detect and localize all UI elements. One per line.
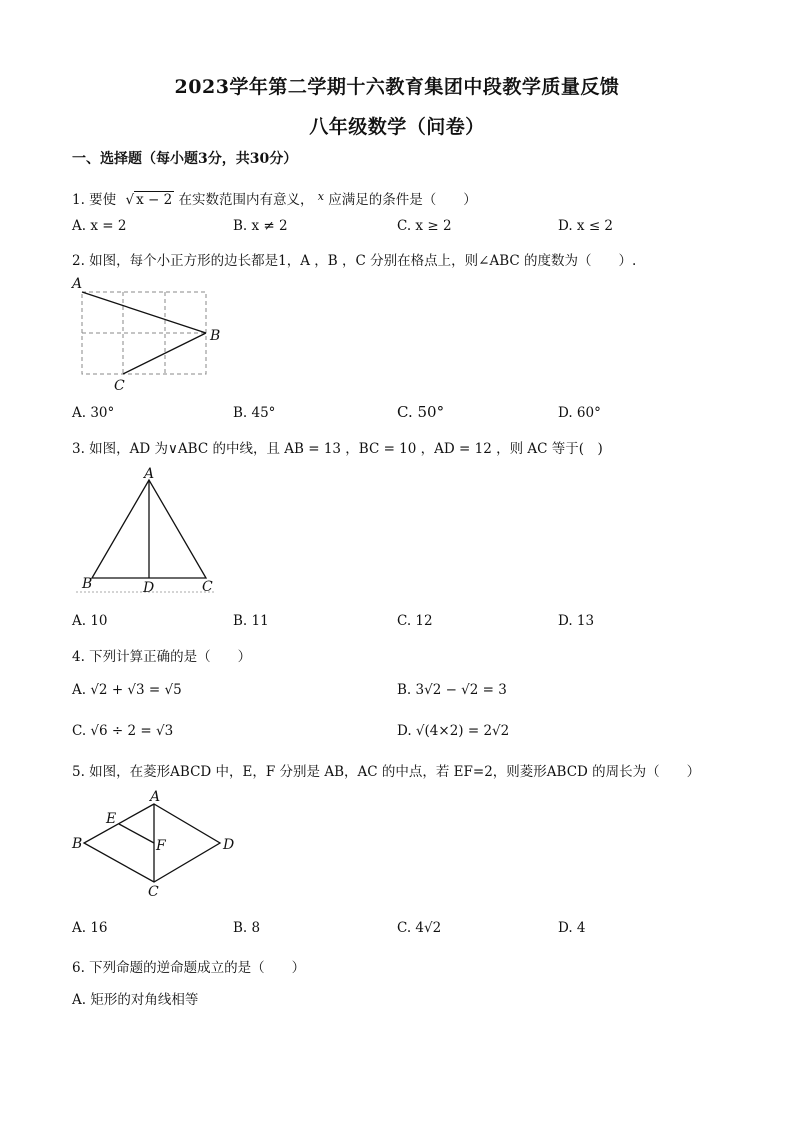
q3-label-a: A (144, 466, 155, 482)
q1-text-post: 应满足的条件是（ ） (328, 192, 477, 208)
q2-option-d[interactable]: D. 60° (558, 405, 601, 421)
q5-segment-ef (119, 824, 154, 843)
q5-label-d: D (223, 837, 235, 853)
q3-option-c[interactable]: C. 12 (397, 613, 433, 629)
exam-title: 2023学年第二学期十六教育集团中段教学质量反馈 (174, 76, 620, 98)
q5-label-c: C (148, 884, 159, 900)
q3-option-a[interactable]: A. 10 (72, 613, 108, 629)
q3-label-b: B (82, 576, 93, 592)
q2-option-c[interactable]: C. 50° (397, 403, 445, 421)
q5-label-b: B (72, 836, 83, 852)
q5-option-d[interactable]: D. 4 (558, 920, 586, 936)
question-6: 6. 下列命题的逆命题成立的是（ ） (72, 960, 306, 976)
q1-variable: x (317, 190, 324, 203)
question-2: 2. 如图，每个小正方形的边长都是1，A ，B ，C 分别在格点上，则∠ABC 的度数为（ ）. (72, 253, 637, 269)
q1-option-a[interactable]: A. x = 2 (72, 218, 127, 234)
q2-option-b[interactable]: B. 45° (233, 405, 276, 421)
question-5: 5. 如图，在菱形ABCD 中，E，F 分别是 AB，AC 的中点，若 EF=2，则菱形ABCD 的周长为（ ） (72, 764, 701, 780)
q4-option-a[interactable]: A. √2 + √3 = √5 (72, 682, 182, 698)
q1-option-d[interactable]: D. x ≤ 2 (558, 218, 614, 234)
section-heading: 一、选择题（每小题3分，共30分） (72, 151, 298, 167)
q2-segment-ab (82, 292, 206, 333)
q2-label-b: B (210, 328, 221, 344)
q1-radical: √ x − 2 (134, 191, 174, 208)
q3-label-d: D (143, 580, 155, 596)
q5-option-c[interactable]: C. 4√2 (397, 920, 442, 936)
q3-option-b[interactable]: B. 11 (233, 613, 269, 629)
q5-option-b[interactable]: B. 8 (233, 920, 261, 936)
q4-option-d[interactable]: D. √(4×2) = 2√2 (397, 723, 510, 739)
exam-subtitle: 八年级数学（问卷） (309, 116, 485, 138)
q1-option-b[interactable]: B. x ≠ 2 (233, 218, 288, 234)
q5-option-a[interactable]: A. 16 (72, 920, 108, 936)
q5-label-f: F (156, 838, 166, 854)
q5-label-a: A (150, 789, 161, 805)
q5-label-e: E (106, 811, 117, 827)
q3-triangle-figure (76, 464, 222, 598)
q3-label-c: C (202, 579, 213, 595)
q2-segment-cb (123, 333, 206, 374)
q2-grid-figure (66, 272, 236, 394)
question-3: 3. 如图，AD 为∨ABC 的中线，且 AB = 13 ，BC = 10 ，AD = 12 ，则 AC 等于( ) (72, 441, 603, 457)
q1-option-c[interactable]: C. x ≥ 2 (397, 218, 452, 234)
q1-text-pre: 1. 要使 (72, 192, 117, 208)
q2-label-a: A (72, 276, 83, 292)
question-4: 4. 下列计算正确的是（ ） (72, 649, 252, 665)
question-1 (72, 188, 477, 208)
q3-option-d[interactable]: D. 13 (558, 613, 595, 629)
q2-option-a[interactable]: A. 30° (72, 405, 115, 421)
q5-rhombus-abcd (84, 804, 220, 882)
q4-option-c[interactable]: C. √6 ÷ 2 = √3 (72, 723, 174, 739)
q6-option-a[interactable]: A. 矩形的对角线相等 (72, 992, 199, 1008)
q1-text-mid: 在实数范围内有意义， (178, 192, 314, 208)
q2-label-c: C (114, 378, 125, 394)
q2-grid-lines (82, 292, 206, 374)
q5-rhombus-figure (68, 786, 244, 900)
q4-option-b[interactable]: B. 3√2 − √2 = 3 (397, 682, 507, 698)
